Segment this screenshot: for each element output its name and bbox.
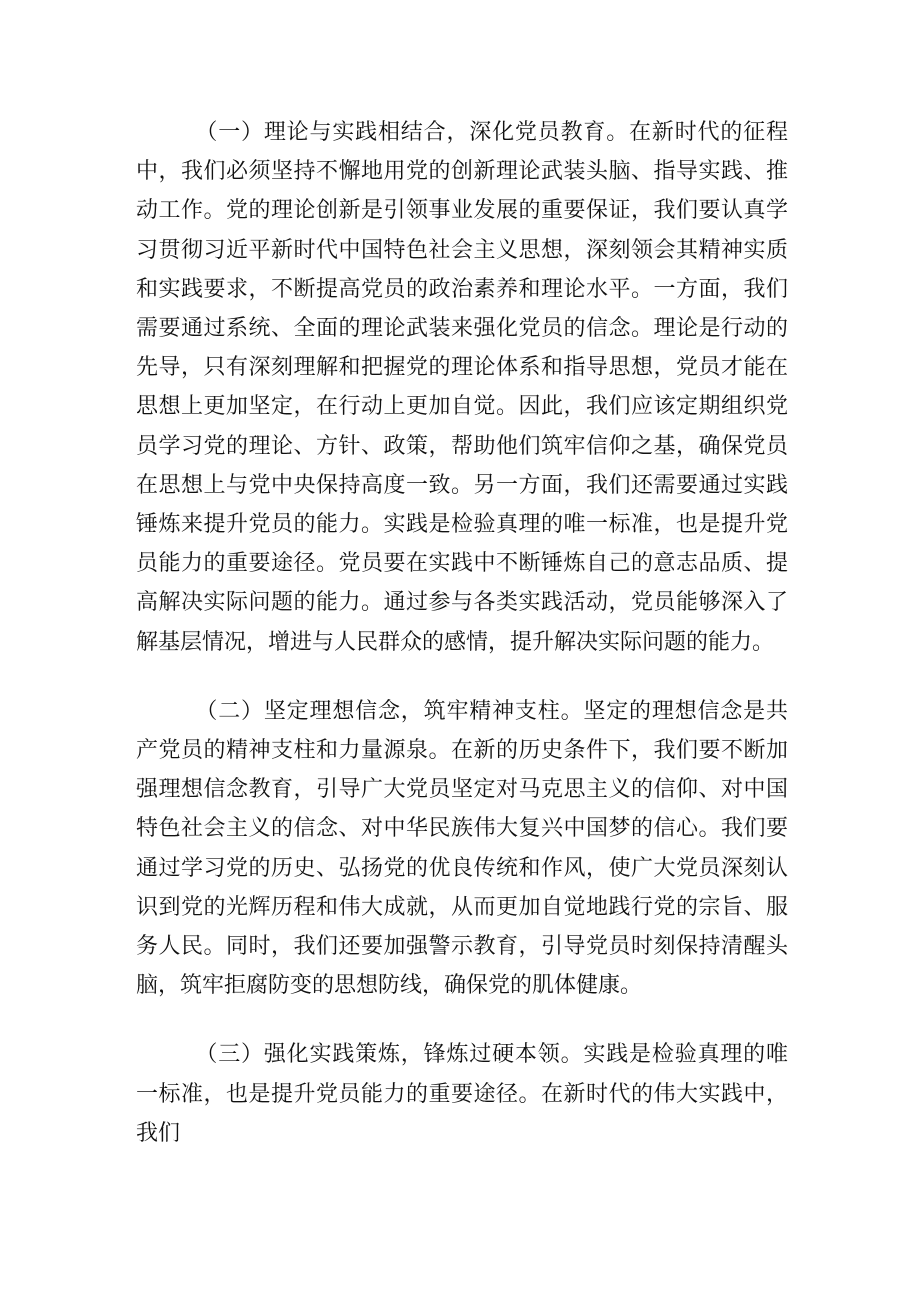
paragraph-1: （一）理论与实践相结合，深化党员教育。在新时代的征程中，我们必须坚持不懈地用党的创新理论武装头脑、指导实践、推动工作。党的理论创新是引领事业发展的重要保证，我们要认真学习贯彻习近平新时代中国特色社会主义思想，深刻领会其精神实质和实践要求，不断提高党员的政治素养和理论水平。一方面，我们需要通过系统、全面的理论武装来强化党员的信念。理论是行动的先导，只有深刻理解和把握党的理论体系和指导思想，党员才能在思想上更加坚定，在行动上更加自觉。因此，我们应该定期组织党员学习党的理论、方针、政策，帮助他们筑牢信仰之基，确保党员在思想上与党中央保持高度一致。另一方面，我们还需要通过实践锤炼来提升党员的能力。实践是检验真理的唯一标准，也是提升党员能力的重要途径。党员要在实践中不断锤炼自己的意志品质、提高解决实际问题的能力。通过参与各类实践活动，党员能够深入了解基层情况，增进与人民群众的感情，提升解决实际问题的能力。 bbox=[136, 120, 788, 655]
paragraph-2: （二）坚定理想信念，筑牢精神支柱。坚定的理想信念是共产党员的精神支柱和力量源泉。在新的历史条件下，我们要不断加强理想信念教育，引导广大党员坚定对马克思主义的信仰、对中国特色社会主义的信念、对中华民族伟大复兴中国梦的信心。我们要通过学习党的历史、弘扬党的优良传统和作风，使广大党员深刻认识到党的光辉历程和伟大成就，从而更加自觉地践行党的宗旨、服务人民。同时，我们还要加强警示教育，引导党员时刻保持清醒头脑，筑牢拒腐防变的思想防线，确保党的肌体健康。 bbox=[136, 698, 788, 999]
paragraph-3: （三）强化实践策炼，锋炼过硬本领。实践是检验真理的唯一标准，也是提升党员能力的重要途径。在新时代的伟大实践中，我们 bbox=[136, 1042, 788, 1146]
